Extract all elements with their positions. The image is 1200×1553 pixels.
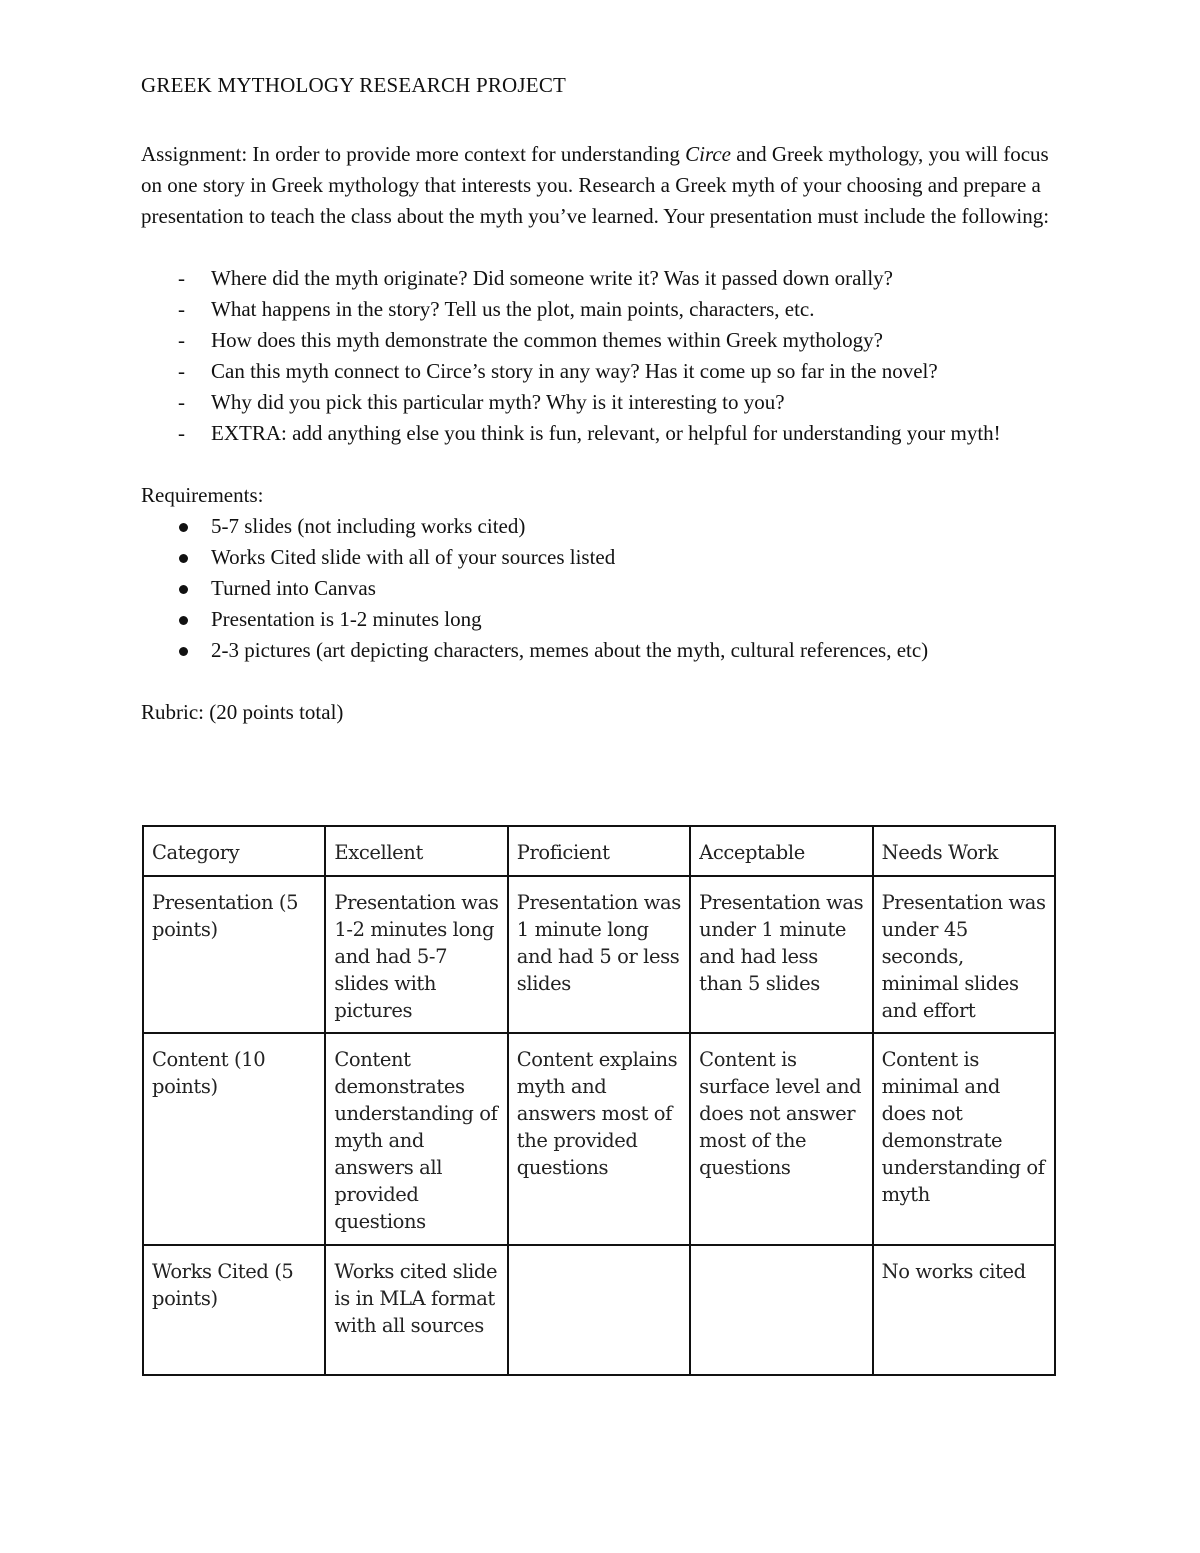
category-cell: Content (10 points) bbox=[143, 1033, 325, 1245]
header-cell-category: Category bbox=[143, 826, 325, 876]
category-cell: Works Cited (5 points) bbox=[143, 1245, 325, 1375]
header-cell-proficient: Proficient bbox=[508, 826, 690, 876]
dash-marker: - bbox=[178, 390, 185, 414]
excellent-cell: Presentation was 1-2 minutes long and had 5-7 slides with pictures bbox=[325, 876, 507, 1033]
requirement-text: Presentation is 1-2 minutes long bbox=[211, 607, 482, 631]
needs-work-cell: Content is minimal and does not demonstrate understanding of myth bbox=[873, 1033, 1055, 1245]
requirement-text: Works Cited slide with all of your sources listed bbox=[211, 545, 616, 569]
excellent-cell: Works cited slide is in MLA format with all sources bbox=[325, 1245, 507, 1375]
bullet-icon bbox=[179, 523, 188, 532]
acceptable-cell: Content is surface level and does not answer most of the questions bbox=[690, 1033, 872, 1245]
rubric-heading: Rubric: (20 points total) bbox=[141, 700, 344, 724]
requirement-text: Turned into Canvas bbox=[211, 576, 376, 600]
needs-work-cell: Presentation was under 45 seconds, minimal slides and effort bbox=[873, 876, 1055, 1033]
dash-marker: - bbox=[178, 297, 185, 321]
question-text: How does this myth demonstrate the common themes within Greek mythology? bbox=[211, 328, 883, 352]
question-text: What happens in the story? Tell us the plot, main points, characters, etc. bbox=[211, 297, 815, 321]
question-text: Can this myth connect to Circe’s story in any way? Has it come up so far in the novel? bbox=[211, 359, 938, 383]
assignment-text-start: Assignment: In order to provide more context for understanding bbox=[141, 142, 686, 166]
bullet-icon bbox=[179, 647, 188, 656]
question-list bbox=[141, 263, 1061, 449]
excellent-cell: Content demonstrates understanding of myth and answers all provided questions bbox=[325, 1033, 507, 1245]
rubric-row-presentation bbox=[143, 876, 1055, 1033]
dash-marker: - bbox=[178, 359, 185, 383]
category-cell: Presentation (5 points) bbox=[143, 876, 325, 1033]
requirement-text: 5-7 slides (not including works cited) bbox=[211, 514, 526, 538]
proficient-cell: Presentation was 1 minute long and had 5 or less slides bbox=[508, 876, 690, 1033]
requirement-item bbox=[141, 635, 1061, 666]
header-cell-needs-work: Needs Work bbox=[873, 826, 1055, 876]
question-text: Where did the myth originate? Did someone write it? Was it passed down orally? bbox=[211, 266, 893, 290]
question-item bbox=[141, 294, 1061, 325]
question-item bbox=[141, 356, 1061, 387]
requirement-item bbox=[141, 604, 1061, 635]
rubric-row-content bbox=[143, 1033, 1055, 1245]
question-item bbox=[141, 418, 1061, 449]
dash-marker: - bbox=[178, 421, 185, 445]
assignment-book-title: Circe bbox=[685, 142, 732, 166]
acceptable-cell: Presentation was under 1 minute and had less than 5 slides bbox=[690, 876, 872, 1033]
rubric-header-row bbox=[143, 826, 1055, 876]
header-cell-acceptable: Acceptable bbox=[690, 826, 872, 876]
assignment-text-end: and Greek mythology, you will focus on one story in Greek mythology that interests you. Research a Greek myth of your choosing and prepare a presentation to teach the class about the myth you’ve learned. Your presentation must include the following: bbox=[141, 142, 1050, 228]
bullet-icon bbox=[179, 616, 188, 625]
proficient-cell: Content explains myth and answers most of the provided questions bbox=[508, 1033, 690, 1245]
header-cell-excellent: Excellent bbox=[325, 826, 507, 876]
requirement-item bbox=[141, 573, 1061, 604]
needs-work-cell: No works cited bbox=[873, 1245, 1055, 1375]
rubric-row-works-cited bbox=[143, 1245, 1055, 1375]
document-page bbox=[141, 70, 1061, 728]
question-item bbox=[141, 263, 1061, 294]
question-item bbox=[141, 325, 1061, 356]
requirement-text: 2-3 pictures (art depicting characters, memes about the myth, cultural references, etc) bbox=[211, 638, 929, 662]
question-text: Why did you pick this particular myth? Why is it interesting to you? bbox=[211, 390, 785, 414]
bullet-icon bbox=[179, 585, 188, 594]
requirement-item bbox=[141, 542, 1061, 573]
acceptable-cell bbox=[690, 1245, 872, 1375]
assignment-paragraph bbox=[141, 139, 1061, 232]
question-item bbox=[141, 387, 1061, 418]
requirements-list bbox=[141, 511, 1061, 666]
rubric-table bbox=[142, 825, 1056, 1376]
dash-marker: - bbox=[178, 328, 185, 352]
bullet-icon bbox=[179, 554, 188, 563]
document-title: GREEK MYTHOLOGY RESEARCH PROJECT bbox=[141, 73, 567, 97]
proficient-cell bbox=[508, 1245, 690, 1375]
dash-marker: - bbox=[178, 266, 185, 290]
question-text: EXTRA: add anything else you think is fun, relevant, or helpful for understanding your myth! bbox=[211, 421, 1001, 445]
requirement-item bbox=[141, 511, 1061, 542]
requirements-heading: Requirements: bbox=[141, 483, 264, 507]
